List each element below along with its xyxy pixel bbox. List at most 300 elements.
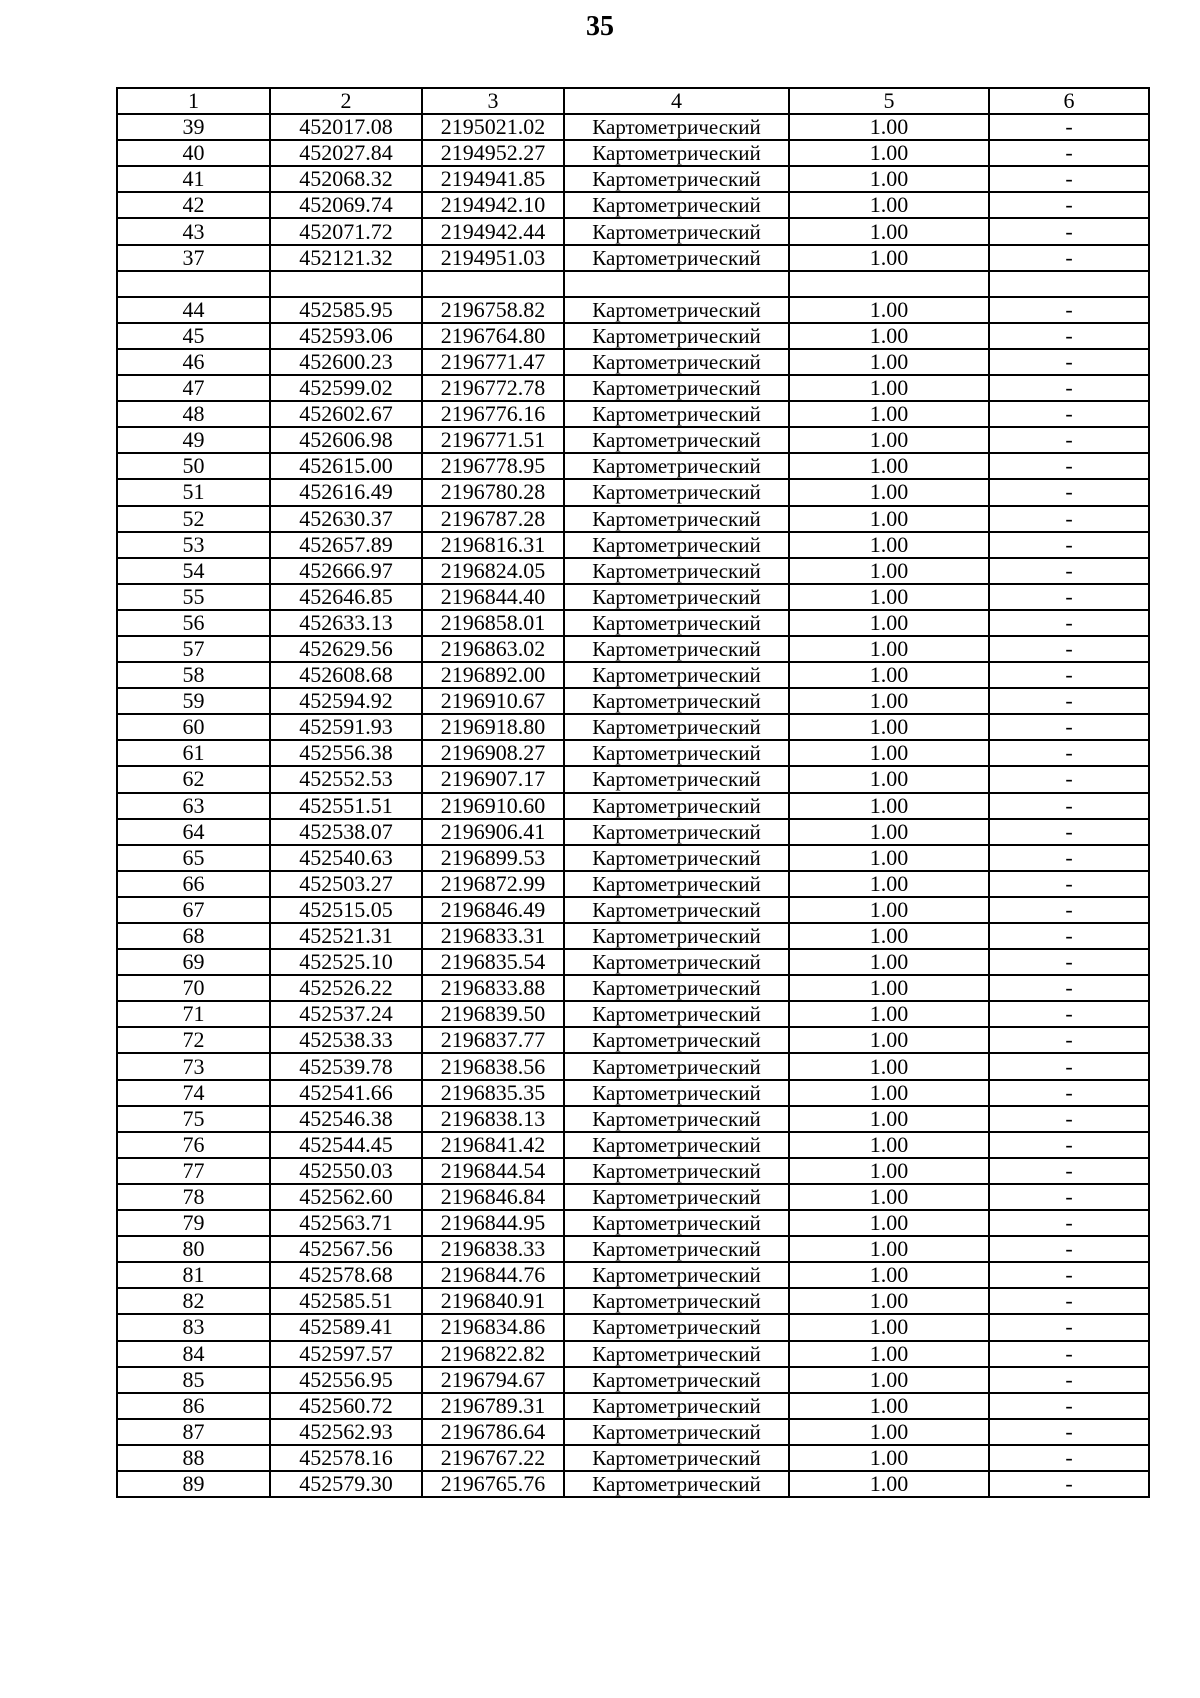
note-cell: - bbox=[989, 1106, 1149, 1132]
method-cell: Картометрический bbox=[564, 871, 789, 897]
x-coordinate-cell: 452069.74 bbox=[270, 192, 422, 218]
table-row bbox=[117, 610, 1149, 636]
method-cell: Картометрический bbox=[564, 427, 789, 453]
note-cell: - bbox=[989, 245, 1149, 271]
accuracy-cell: 1.00 bbox=[789, 766, 989, 792]
method-cell: Картометрический bbox=[564, 114, 789, 140]
y-coordinate-cell: 2196837.77 bbox=[422, 1027, 564, 1053]
table-row bbox=[117, 271, 1149, 297]
note-cell: - bbox=[989, 584, 1149, 610]
y-coordinate-cell: 2196767.22 bbox=[422, 1445, 564, 1471]
table-row bbox=[117, 688, 1149, 714]
x-coordinate-cell: 452526.22 bbox=[270, 975, 422, 1001]
table-row bbox=[117, 949, 1149, 975]
accuracy-cell: 1.00 bbox=[789, 323, 989, 349]
x-coordinate-cell: 452538.07 bbox=[270, 819, 422, 845]
note-cell: - bbox=[989, 1445, 1149, 1471]
y-coordinate-cell: 2196771.51 bbox=[422, 427, 564, 453]
point-number-cell: 67 bbox=[117, 897, 270, 923]
table-row bbox=[117, 114, 1149, 140]
column-header-6: 6 bbox=[989, 88, 1149, 114]
note-cell: - bbox=[989, 558, 1149, 584]
point-number-cell: 64 bbox=[117, 819, 270, 845]
note-cell: - bbox=[989, 192, 1149, 218]
table-row bbox=[117, 558, 1149, 584]
method-cell: Картометрический bbox=[564, 1053, 789, 1079]
note-cell: - bbox=[989, 923, 1149, 949]
note-cell: - bbox=[989, 140, 1149, 166]
table-row bbox=[117, 245, 1149, 271]
x-coordinate-cell: 452541.66 bbox=[270, 1080, 422, 1106]
table-row bbox=[117, 897, 1149, 923]
point-number-cell: 62 bbox=[117, 766, 270, 792]
accuracy-cell: 1.00 bbox=[789, 1106, 989, 1132]
accuracy-cell: 1.00 bbox=[789, 975, 989, 1001]
table-row bbox=[117, 349, 1149, 375]
x-coordinate-cell: 452551.51 bbox=[270, 793, 422, 819]
x-coordinate-cell: 452562.93 bbox=[270, 1419, 422, 1445]
table-row bbox=[117, 323, 1149, 349]
table-row bbox=[117, 845, 1149, 871]
method-cell: Картометрический bbox=[564, 819, 789, 845]
table-row bbox=[117, 1419, 1149, 1445]
y-coordinate-cell: 2196910.67 bbox=[422, 688, 564, 714]
y-coordinate-cell: 2196838.13 bbox=[422, 1106, 564, 1132]
table-row bbox=[117, 1471, 1149, 1497]
point-number-cell: 85 bbox=[117, 1367, 270, 1393]
accuracy-cell: 1.00 bbox=[789, 218, 989, 244]
x-coordinate-cell: 452121.32 bbox=[270, 245, 422, 271]
method-cell: Картометрический bbox=[564, 532, 789, 558]
accuracy-cell: 1.00 bbox=[789, 1132, 989, 1158]
note-cell: - bbox=[989, 897, 1149, 923]
x-coordinate-cell: 452525.10 bbox=[270, 949, 422, 975]
accuracy-cell: 1.00 bbox=[789, 349, 989, 375]
y-coordinate-cell: 2194952.27 bbox=[422, 140, 564, 166]
method-cell: Картометрический bbox=[564, 740, 789, 766]
table-row bbox=[117, 923, 1149, 949]
table-row bbox=[117, 218, 1149, 244]
y-coordinate-cell: 2196892.00 bbox=[422, 662, 564, 688]
x-coordinate-cell: 452585.95 bbox=[270, 297, 422, 323]
point-number-cell: 66 bbox=[117, 871, 270, 897]
table-row bbox=[117, 1106, 1149, 1132]
note-cell: - bbox=[989, 1314, 1149, 1340]
table-row bbox=[117, 1053, 1149, 1079]
method-cell: Картометрический bbox=[564, 218, 789, 244]
accuracy-cell: 1.00 bbox=[789, 1341, 989, 1367]
point-number-cell: 40 bbox=[117, 140, 270, 166]
y-coordinate-cell: 2196840.91 bbox=[422, 1288, 564, 1314]
note-cell: - bbox=[989, 845, 1149, 871]
table-row bbox=[117, 1236, 1149, 1262]
method-cell: Картометрический bbox=[564, 1027, 789, 1053]
point-number-cell: 79 bbox=[117, 1210, 270, 1236]
table-row bbox=[117, 506, 1149, 532]
accuracy-cell: 1.00 bbox=[789, 1001, 989, 1027]
point-number-cell: 56 bbox=[117, 610, 270, 636]
point-number-cell: 47 bbox=[117, 375, 270, 401]
x-coordinate-cell: 452591.93 bbox=[270, 714, 422, 740]
table-header-row bbox=[117, 88, 1149, 114]
note-cell: - bbox=[989, 479, 1149, 505]
point-number-cell: 57 bbox=[117, 636, 270, 662]
method-cell: Картометрический bbox=[564, 1471, 789, 1497]
point-number-cell: 71 bbox=[117, 1001, 270, 1027]
method-cell: Картометрический bbox=[564, 479, 789, 505]
method-cell: Картометрический bbox=[564, 1288, 789, 1314]
accuracy-cell: 1.00 bbox=[789, 479, 989, 505]
method-cell: Картометрический bbox=[564, 1184, 789, 1210]
note-cell: - bbox=[989, 636, 1149, 662]
x-coordinate-cell: 452599.02 bbox=[270, 375, 422, 401]
method-cell: Картометрический bbox=[564, 297, 789, 323]
y-coordinate-cell: 2196846.84 bbox=[422, 1184, 564, 1210]
x-coordinate-cell: 452633.13 bbox=[270, 610, 422, 636]
point-number-cell: 51 bbox=[117, 479, 270, 505]
point-number-cell: 50 bbox=[117, 453, 270, 479]
x-coordinate-cell: 452521.31 bbox=[270, 923, 422, 949]
accuracy-cell: 1.00 bbox=[789, 1053, 989, 1079]
note-cell: - bbox=[989, 401, 1149, 427]
method-cell: Картометрический bbox=[564, 245, 789, 271]
x-coordinate-cell: 452546.38 bbox=[270, 1106, 422, 1132]
x-coordinate-cell: 452563.71 bbox=[270, 1210, 422, 1236]
point-number-cell: 84 bbox=[117, 1341, 270, 1367]
y-coordinate-cell: 2196822.82 bbox=[422, 1341, 564, 1367]
accuracy-cell: 1.00 bbox=[789, 819, 989, 845]
column-header-3: 3 bbox=[422, 88, 564, 114]
x-coordinate-cell: 452630.37 bbox=[270, 506, 422, 532]
table-row bbox=[117, 1001, 1149, 1027]
note-cell: - bbox=[989, 1262, 1149, 1288]
note-cell: - bbox=[989, 740, 1149, 766]
accuracy-cell: 1.00 bbox=[789, 584, 989, 610]
accuracy-cell: 1.00 bbox=[789, 1471, 989, 1497]
y-coordinate-cell: 2194941.85 bbox=[422, 166, 564, 192]
y-coordinate-cell: 2196838.33 bbox=[422, 1236, 564, 1262]
point-number-cell: 60 bbox=[117, 714, 270, 740]
method-cell: Картометрический bbox=[564, 688, 789, 714]
note-cell: - bbox=[989, 1210, 1149, 1236]
table-row bbox=[117, 636, 1149, 662]
accuracy-cell: 1.00 bbox=[789, 140, 989, 166]
y-coordinate-cell: 2196764.80 bbox=[422, 323, 564, 349]
coordinates-table bbox=[116, 87, 1150, 1498]
note-cell: - bbox=[989, 793, 1149, 819]
note-cell: - bbox=[989, 688, 1149, 714]
method-cell: Картометрический bbox=[564, 506, 789, 532]
x-coordinate-cell: 452579.30 bbox=[270, 1471, 422, 1497]
method-cell: Картометрический bbox=[564, 1080, 789, 1106]
point-number-cell: 76 bbox=[117, 1132, 270, 1158]
accuracy-cell: 1.00 bbox=[789, 1158, 989, 1184]
point-number-cell: 59 bbox=[117, 688, 270, 714]
table-row bbox=[117, 662, 1149, 688]
point-number-cell: 83 bbox=[117, 1314, 270, 1340]
point-number-cell: 68 bbox=[117, 923, 270, 949]
x-coordinate-cell: 452646.85 bbox=[270, 584, 422, 610]
table-row bbox=[117, 1341, 1149, 1367]
y-coordinate-cell: 2196844.76 bbox=[422, 1262, 564, 1288]
accuracy-cell: 1.00 bbox=[789, 1080, 989, 1106]
note-cell: - bbox=[989, 1393, 1149, 1419]
point-number-cell: 89 bbox=[117, 1471, 270, 1497]
x-coordinate-cell: 452615.00 bbox=[270, 453, 422, 479]
note-cell: - bbox=[989, 1471, 1149, 1497]
y-coordinate-cell: 2196780.28 bbox=[422, 479, 564, 505]
method-cell: Картометрический bbox=[564, 636, 789, 662]
y-coordinate-cell: 2196907.17 bbox=[422, 766, 564, 792]
table-row bbox=[117, 871, 1149, 897]
x-coordinate-cell bbox=[270, 271, 422, 297]
table-row bbox=[117, 1080, 1149, 1106]
y-coordinate-cell: 2195021.02 bbox=[422, 114, 564, 140]
y-coordinate-cell: 2196758.82 bbox=[422, 297, 564, 323]
x-coordinate-cell: 452560.72 bbox=[270, 1393, 422, 1419]
table-row bbox=[117, 766, 1149, 792]
accuracy-cell: 1.00 bbox=[789, 610, 989, 636]
point-number-cell: 74 bbox=[117, 1080, 270, 1106]
point-number-cell: 87 bbox=[117, 1419, 270, 1445]
point-number-cell: 41 bbox=[117, 166, 270, 192]
note-cell: - bbox=[989, 949, 1149, 975]
note-cell bbox=[989, 271, 1149, 297]
table-row bbox=[117, 1027, 1149, 1053]
table-row bbox=[117, 1262, 1149, 1288]
y-coordinate-cell: 2196910.60 bbox=[422, 793, 564, 819]
table-row bbox=[117, 427, 1149, 453]
method-cell: Картометрический bbox=[564, 453, 789, 479]
accuracy-cell: 1.00 bbox=[789, 532, 989, 558]
table-row bbox=[117, 1158, 1149, 1184]
point-number-cell: 77 bbox=[117, 1158, 270, 1184]
table-row bbox=[117, 975, 1149, 1001]
x-coordinate-cell: 452017.08 bbox=[270, 114, 422, 140]
note-cell: - bbox=[989, 819, 1149, 845]
note-cell: - bbox=[989, 1367, 1149, 1393]
x-coordinate-cell: 452503.27 bbox=[270, 871, 422, 897]
note-cell: - bbox=[989, 714, 1149, 740]
y-coordinate-cell: 2196918.80 bbox=[422, 714, 564, 740]
method-cell: Картометрический bbox=[564, 1132, 789, 1158]
column-header-5: 5 bbox=[789, 88, 989, 114]
accuracy-cell: 1.00 bbox=[789, 401, 989, 427]
y-coordinate-cell: 2196834.86 bbox=[422, 1314, 564, 1340]
method-cell: Картометрический bbox=[564, 975, 789, 1001]
table-row bbox=[117, 1445, 1149, 1471]
note-cell: - bbox=[989, 1341, 1149, 1367]
x-coordinate-cell: 452585.51 bbox=[270, 1288, 422, 1314]
y-coordinate-cell: 2196771.47 bbox=[422, 349, 564, 375]
point-number-cell: 54 bbox=[117, 558, 270, 584]
y-coordinate-cell: 2196872.99 bbox=[422, 871, 564, 897]
table-row bbox=[117, 453, 1149, 479]
method-cell: Картометрический bbox=[564, 1210, 789, 1236]
note-cell: - bbox=[989, 975, 1149, 1001]
x-coordinate-cell: 452589.41 bbox=[270, 1314, 422, 1340]
y-coordinate-cell: 2196833.88 bbox=[422, 975, 564, 1001]
x-coordinate-cell: 452578.68 bbox=[270, 1262, 422, 1288]
x-coordinate-cell: 452629.56 bbox=[270, 636, 422, 662]
note-cell: - bbox=[989, 114, 1149, 140]
point-number-cell: 72 bbox=[117, 1027, 270, 1053]
y-coordinate-cell: 2196844.95 bbox=[422, 1210, 564, 1236]
method-cell: Картометрический bbox=[564, 610, 789, 636]
x-coordinate-cell: 452608.68 bbox=[270, 662, 422, 688]
note-cell: - bbox=[989, 1027, 1149, 1053]
table-row bbox=[117, 401, 1149, 427]
method-cell: Картометрический bbox=[564, 140, 789, 166]
accuracy-cell: 1.00 bbox=[789, 688, 989, 714]
y-coordinate-cell: 2196776.16 bbox=[422, 401, 564, 427]
accuracy-cell: 1.00 bbox=[789, 558, 989, 584]
point-number-cell: 70 bbox=[117, 975, 270, 1001]
method-cell: Картометрический bbox=[564, 1419, 789, 1445]
accuracy-cell: 1.00 bbox=[789, 1367, 989, 1393]
x-coordinate-cell: 452593.06 bbox=[270, 323, 422, 349]
table-row bbox=[117, 1210, 1149, 1236]
y-coordinate-cell: 2196816.31 bbox=[422, 532, 564, 558]
x-coordinate-cell: 452538.33 bbox=[270, 1027, 422, 1053]
point-number-cell: 73 bbox=[117, 1053, 270, 1079]
point-number-cell: 45 bbox=[117, 323, 270, 349]
accuracy-cell: 1.00 bbox=[789, 506, 989, 532]
table-body bbox=[117, 88, 1149, 1497]
table-row bbox=[117, 793, 1149, 819]
x-coordinate-cell: 452540.63 bbox=[270, 845, 422, 871]
point-number-cell: 78 bbox=[117, 1184, 270, 1210]
method-cell: Картометрический bbox=[564, 166, 789, 192]
note-cell: - bbox=[989, 349, 1149, 375]
x-coordinate-cell: 452539.78 bbox=[270, 1053, 422, 1079]
point-number-cell: 44 bbox=[117, 297, 270, 323]
x-coordinate-cell: 452071.72 bbox=[270, 218, 422, 244]
method-cell: Картометрический bbox=[564, 1314, 789, 1340]
note-cell: - bbox=[989, 1288, 1149, 1314]
y-coordinate-cell: 2194942.44 bbox=[422, 218, 564, 244]
note-cell: - bbox=[989, 297, 1149, 323]
method-cell: Картометрический bbox=[564, 1158, 789, 1184]
x-coordinate-cell: 452600.23 bbox=[270, 349, 422, 375]
note-cell: - bbox=[989, 1001, 1149, 1027]
note-cell: - bbox=[989, 662, 1149, 688]
method-cell: Картометрический bbox=[564, 923, 789, 949]
accuracy-cell: 1.00 bbox=[789, 897, 989, 923]
method-cell: Картометрический bbox=[564, 349, 789, 375]
method-cell: Картометрический bbox=[564, 1367, 789, 1393]
point-number-cell: 86 bbox=[117, 1393, 270, 1419]
y-coordinate-cell: 2196824.05 bbox=[422, 558, 564, 584]
accuracy-cell: 1.00 bbox=[789, 923, 989, 949]
note-cell: - bbox=[989, 427, 1149, 453]
accuracy-cell: 1.00 bbox=[789, 636, 989, 662]
point-number-cell: 63 bbox=[117, 793, 270, 819]
y-coordinate-cell: 2196863.02 bbox=[422, 636, 564, 662]
point-number-cell: 46 bbox=[117, 349, 270, 375]
y-coordinate-cell: 2194951.03 bbox=[422, 245, 564, 271]
point-number-cell: 42 bbox=[117, 192, 270, 218]
accuracy-cell: 1.00 bbox=[789, 1419, 989, 1445]
x-coordinate-cell: 452602.67 bbox=[270, 401, 422, 427]
note-cell: - bbox=[989, 610, 1149, 636]
point-number-cell: 53 bbox=[117, 532, 270, 558]
method-cell: Картометрический bbox=[564, 1393, 789, 1419]
accuracy-cell: 1.00 bbox=[789, 845, 989, 871]
column-header-1: 1 bbox=[117, 88, 270, 114]
table-row bbox=[117, 1393, 1149, 1419]
table-row bbox=[117, 192, 1149, 218]
note-cell: - bbox=[989, 506, 1149, 532]
point-number-cell: 82 bbox=[117, 1288, 270, 1314]
y-coordinate-cell: 2196835.54 bbox=[422, 949, 564, 975]
method-cell: Картометрический bbox=[564, 584, 789, 610]
y-coordinate-cell: 2196778.95 bbox=[422, 453, 564, 479]
table-row bbox=[117, 166, 1149, 192]
x-coordinate-cell: 452578.16 bbox=[270, 1445, 422, 1471]
point-number-cell: 61 bbox=[117, 740, 270, 766]
method-cell bbox=[564, 271, 789, 297]
x-coordinate-cell: 452552.53 bbox=[270, 766, 422, 792]
table-row bbox=[117, 479, 1149, 505]
table-row bbox=[117, 740, 1149, 766]
method-cell: Картометрический bbox=[564, 1236, 789, 1262]
x-coordinate-cell: 452027.84 bbox=[270, 140, 422, 166]
note-cell: - bbox=[989, 1053, 1149, 1079]
method-cell: Картометрический bbox=[564, 1262, 789, 1288]
x-coordinate-cell: 452537.24 bbox=[270, 1001, 422, 1027]
accuracy-cell: 1.00 bbox=[789, 1288, 989, 1314]
accuracy-cell: 1.00 bbox=[789, 375, 989, 401]
y-coordinate-cell: 2196765.76 bbox=[422, 1471, 564, 1497]
x-coordinate-cell: 452597.57 bbox=[270, 1341, 422, 1367]
y-coordinate-cell: 2196908.27 bbox=[422, 740, 564, 766]
method-cell: Картометрический bbox=[564, 375, 789, 401]
accuracy-cell: 1.00 bbox=[789, 949, 989, 975]
point-number-cell: 52 bbox=[117, 506, 270, 532]
x-coordinate-cell: 452594.92 bbox=[270, 688, 422, 714]
page-number: 35 bbox=[586, 11, 614, 42]
column-header-2: 2 bbox=[270, 88, 422, 114]
method-cell: Картометрический bbox=[564, 558, 789, 584]
accuracy-cell: 1.00 bbox=[789, 1027, 989, 1053]
y-coordinate-cell: 2196838.56 bbox=[422, 1053, 564, 1079]
y-coordinate-cell: 2196839.50 bbox=[422, 1001, 564, 1027]
point-number-cell: 75 bbox=[117, 1106, 270, 1132]
note-cell: - bbox=[989, 1132, 1149, 1158]
accuracy-cell: 1.00 bbox=[789, 166, 989, 192]
method-cell: Картометрический bbox=[564, 1106, 789, 1132]
accuracy-cell: 1.00 bbox=[789, 740, 989, 766]
x-coordinate-cell: 452562.60 bbox=[270, 1184, 422, 1210]
accuracy-cell: 1.00 bbox=[789, 1210, 989, 1236]
x-coordinate-cell: 452550.03 bbox=[270, 1158, 422, 1184]
accuracy-cell: 1.00 bbox=[789, 297, 989, 323]
table-row bbox=[117, 1288, 1149, 1314]
accuracy-cell: 1.00 bbox=[789, 793, 989, 819]
note-cell: - bbox=[989, 218, 1149, 244]
x-coordinate-cell: 452666.97 bbox=[270, 558, 422, 584]
accuracy-cell: 1.00 bbox=[789, 1393, 989, 1419]
y-coordinate-cell: 2196787.28 bbox=[422, 506, 564, 532]
point-number-cell: 80 bbox=[117, 1236, 270, 1262]
accuracy-cell: 1.00 bbox=[789, 662, 989, 688]
note-cell: - bbox=[989, 532, 1149, 558]
point-number-cell: 48 bbox=[117, 401, 270, 427]
accuracy-cell bbox=[789, 271, 989, 297]
accuracy-cell: 1.00 bbox=[789, 871, 989, 897]
x-coordinate-cell: 452556.95 bbox=[270, 1367, 422, 1393]
